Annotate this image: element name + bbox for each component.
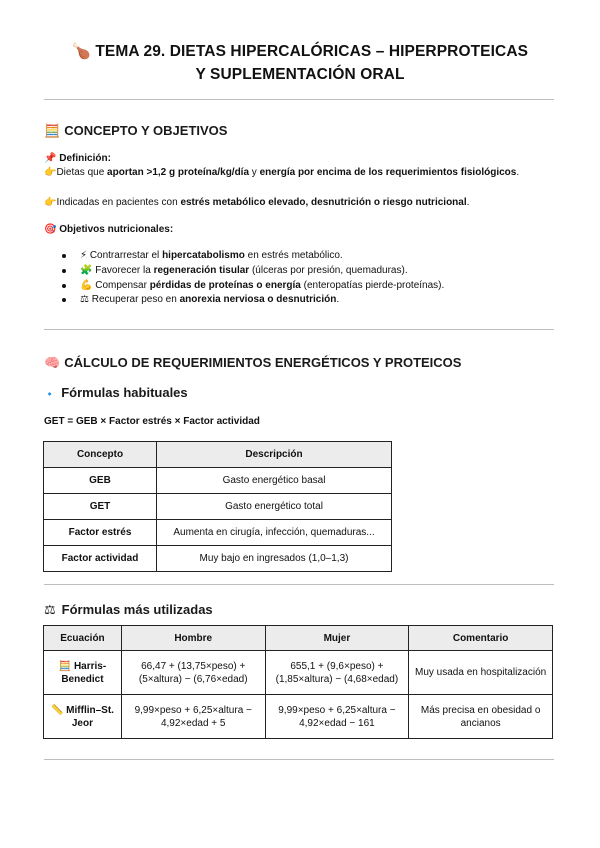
abacus-icon: 🧮 — [58, 660, 72, 672]
list-item: ⚡ Contrarrestar el hipercatabolismo en estrés metabólico. — [62, 249, 444, 264]
definicion-label: 📌 Definición: — [44, 153, 111, 164]
table-header-row — [44, 442, 392, 468]
conceptos-table — [43, 441, 392, 572]
list-item: 💪 Compensar pérdidas de proteínas o energía (enteropatías pierde-proteínas). — [62, 279, 444, 294]
table-cell: Gasto energético total — [157, 494, 392, 520]
pushpin-icon: 📌 — [44, 153, 57, 164]
table-row — [44, 468, 392, 494]
column-header: Concepto — [44, 442, 157, 468]
definicion-line-2: 👉Indicadas en pacientes con estrés metabólico elevado, desnutrición o riesgo nutricional. — [44, 197, 470, 208]
divider — [44, 329, 554, 330]
scale-icon: ⚖ — [80, 294, 89, 306]
chicken-leg-icon: 🍗 — [71, 42, 92, 60]
definicion-line-1: 👉Dietas que aportan >1,2 g proteína/kg/día y energía por encima de los requerimientos fisiológicos. — [44, 167, 520, 178]
objetivos-list — [62, 249, 444, 308]
column-header: Mujer — [265, 626, 409, 651]
table-row — [44, 651, 553, 695]
formula-get: GET = GEB × Factor estrés × Factor actividad — [44, 416, 260, 427]
column-header: Descripción — [157, 442, 392, 468]
list-item: 🧩 Favorecer la regeneración tisular (úlceras por presión, quemaduras). — [62, 264, 444, 279]
brain-icon: 🧠 — [44, 356, 61, 371]
balance-scale-icon: ⚖ — [44, 603, 56, 618]
table-cell: Factor actividad — [44, 546, 157, 572]
column-header: Ecuación — [44, 626, 122, 651]
puzzle-icon: 🧩 — [80, 264, 93, 276]
table-cell: 655,1 + (9,6×peso) + (1,85×altura) − (4,68×edad) — [265, 651, 409, 695]
pointing-hand-icon: 👉 — [44, 167, 57, 178]
table-cell: Muy usada en hospitalización — [409, 651, 553, 695]
table-row — [44, 494, 392, 520]
column-header: Comentario — [409, 626, 553, 651]
pointing-hand-icon: 👉 — [44, 197, 57, 208]
divider — [44, 584, 554, 585]
section-heading-calculo: 🧠 CÁLCULO DE REQUERIMIENTOS ENERGÉTICOS Y PROTEICOS — [44, 355, 462, 371]
table-cell: GEB — [44, 468, 157, 494]
subheading-formulas-utilizadas: ⚖ Fórmulas más utilizadas — [44, 602, 213, 618]
list-item: ⚖ Recuperar peso en anorexia nerviosa o desnutrición. — [62, 293, 444, 308]
table-cell: Aumenta en cirugía, infección, quemaduras... — [157, 520, 392, 546]
blue-diamond-icon: 🔹 — [44, 390, 56, 400]
table-row — [44, 546, 392, 572]
table-row — [44, 520, 392, 546]
title-line-1: 🍗 TEMA 29. DIETAS HIPERCALÓRICAS – HIPERPROTEICAS — [71, 42, 529, 60]
objetivos-label: 🎯 Objetivos nutricionales: — [44, 224, 174, 235]
table-cell: 66,47 + (13,75×peso) + (5×altura) − (6,76×edad) — [121, 651, 265, 695]
section-heading-concepto: 🧮 CONCEPTO Y OBJETIVOS — [44, 123, 228, 139]
table-cell: Más precisa en obesidad o ancianos — [409, 695, 553, 739]
target-icon: 🎯 — [44, 224, 57, 235]
divider — [44, 759, 554, 760]
column-header: Hombre — [121, 626, 265, 651]
divider — [44, 99, 554, 100]
table-header-row — [44, 626, 553, 651]
lightning-icon: ⚡ — [80, 250, 88, 261]
subheading-formulas-habituales: 🔹 Fórmulas habituales — [44, 385, 188, 400]
table-row — [44, 695, 553, 739]
page-title — [40, 40, 560, 86]
table-cell: 9,99×peso + 6,25×altura − 4,92×edad + 5 — [121, 695, 265, 739]
abacus-icon: 🧮 — [44, 124, 61, 139]
table-cell: 📏 Mifflin–St. Jeor — [44, 695, 122, 739]
title-line-2: Y SUPLEMENTACIÓN ORAL — [195, 66, 405, 83]
table-cell: Gasto energético basal — [157, 468, 392, 494]
ruler-icon: 📏 — [50, 704, 64, 716]
table-cell: Muy bajo en ingresados (1,0–1,3) — [157, 546, 392, 572]
ecuaciones-table — [43, 625, 553, 739]
table-cell: 9,99×peso + 6,25×altura − 4,92×edad − 161 — [265, 695, 409, 739]
table-cell: Factor estrés — [44, 520, 157, 546]
table-cell: 🧮 Harris-Benedict — [44, 651, 122, 695]
table-cell: GET — [44, 494, 157, 520]
flexed-biceps-icon: 💪 — [80, 279, 93, 291]
